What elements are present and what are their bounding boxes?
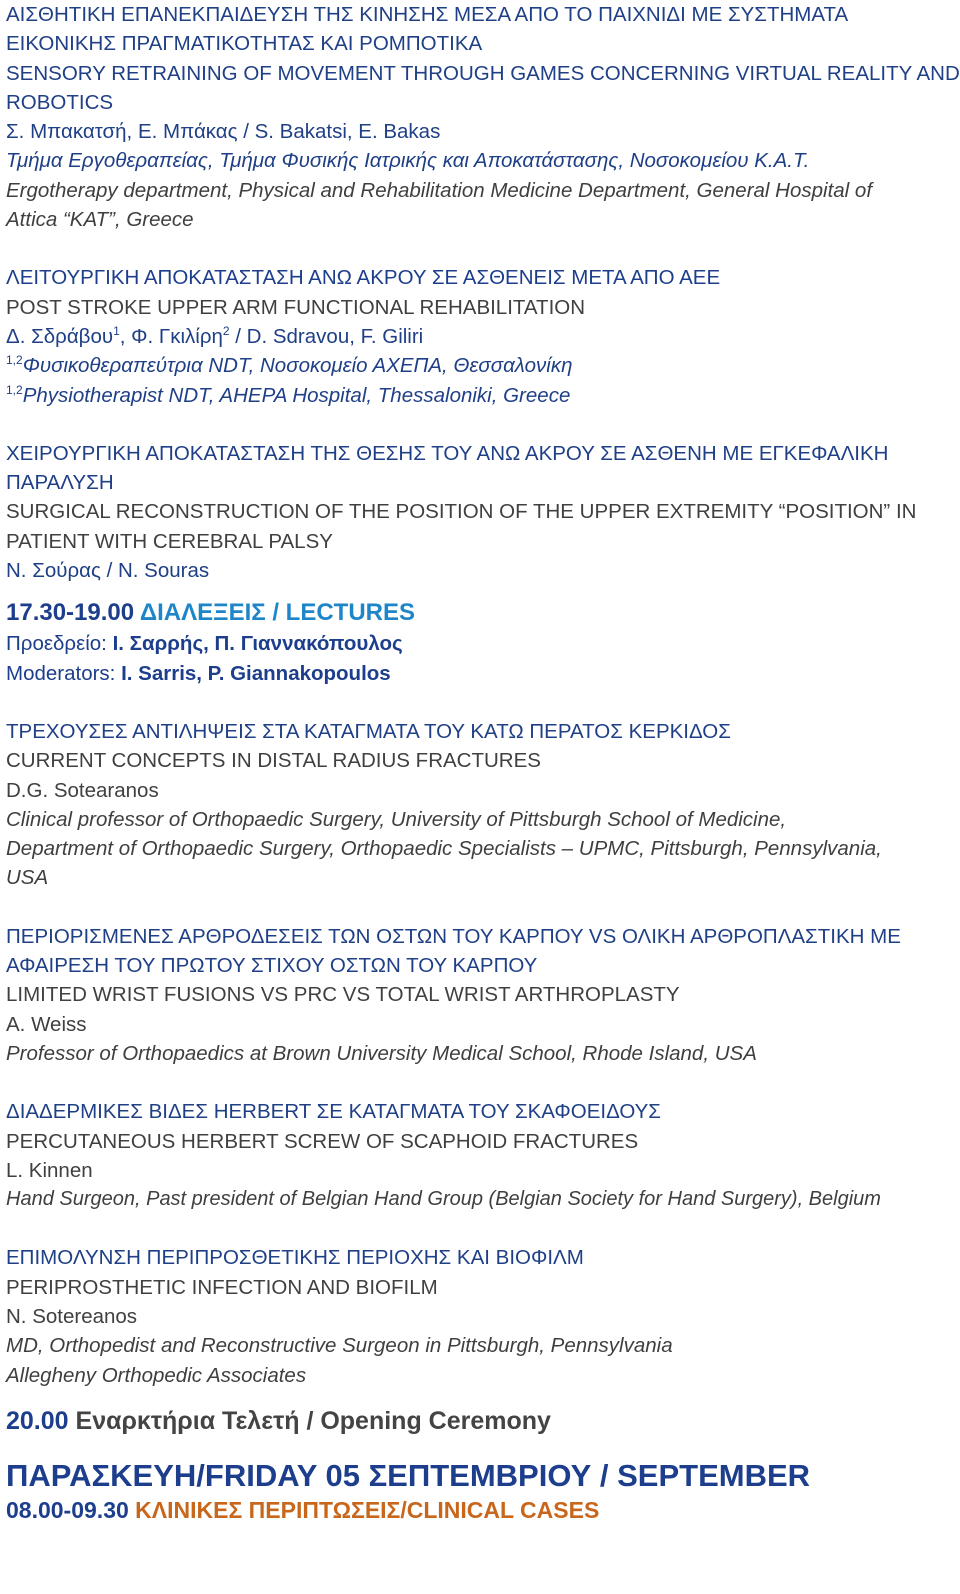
talk-affiliation-greek: Τμήμα Εργοθεραπείας, Τμήμα Φυσικής Ιατρικής και Αποκατάστασης, Νοσοκομείου Κ.Α.Τ. [6, 149, 810, 173]
lecture-affiliation-line1: MD, Orthopedist and Reconstructive Surgeon in Pittsburgh, Pennsylvania [6, 1334, 673, 1358]
chairs-greek [6, 629, 954, 658]
lecture-title-greek-line2: ΑΦΑΙΡΕΣΗ ΤΟΥ ΠΡΩΤΟΥ ΣΤΙΧΟΥ ΟΣΤΩΝ ΤΟΥ ΚΑΡΠΟΥ [6, 954, 538, 978]
talk-authors [6, 322, 954, 351]
session-title: ΔΙΑΛΕΞΕΙΣ / LECTURES [139, 599, 416, 627]
affiliation-superscript: 1,2 [6, 382, 23, 397]
spacer [6, 234, 954, 263]
lecture-title-english: PERCUTANEOUS HERBERT SCREW OF SCAPHOID FRACTURES [6, 1129, 639, 1153]
lecture-title-greek: ΔΙΑΔΕΡΜΙΚΕΣ ΒΙΔΕΣ HERBERT ΣΕ ΚΑΤΑΓΜΑΤΑ ΤΟΥ ΣΚΑΦΟΕΙΔΟΥΣ [6, 1100, 661, 1124]
chairs-english [6, 659, 954, 688]
lecture-title-english: LIMITED WRIST FUSIONS VS PRC VS TOTAL WRIST ARTHROPLASTY [6, 983, 680, 1007]
talk-authors: Ν. Σούρας / N. Souras [6, 559, 210, 583]
talk-title-english-line1: SENSORY RETRAINING OF MOVEMENT THROUGH GAMES CONCERNING VIRTUAL REALITY AND [6, 61, 960, 85]
opening-ceremony [6, 1404, 954, 1438]
talk-surgical-reconstruction [6, 439, 954, 585]
affiliation-text-english: Physiotherapist NDT, AHEPA Hospital, Thessaloniki, Greece [22, 383, 571, 407]
lecture-affiliation-line3: USA [6, 866, 49, 890]
spacer [6, 688, 954, 717]
session-lectures [6, 597, 954, 688]
affiliation-text-greek: Φυσικοθεραπεύτρια NDT, Νοσοκομείο ΑΧΕΠΑ, Θεσσαλονίκη [22, 354, 573, 378]
lecture-affiliation: Professor of Orthopaedics at Brown University Medical School, Rhode Island, USA [6, 1041, 757, 1065]
lecture-distal-radius [6, 717, 954, 893]
spacer [6, 893, 954, 922]
talk-title-greek: ΛΕΙΤΟΥΡΓΙΚΗ ΑΠΟΚΑΤΑΣΤΑΣΗ ΑΝΩ ΑΚΡΟΥ ΣΕ ΑΣΘΕΝΕΙΣ ΜΕΤΑ ΑΠΟ ΑΕΕ [6, 266, 721, 290]
chairs-label-english: Moderators: [6, 661, 122, 685]
session-time: 17.30-19.00 [6, 599, 135, 627]
talk-title-english-line1: SURGICAL RECONSTRUCTION OF THE POSITION OF THE UPPER EXTREMITY “POSITION” IN [6, 500, 917, 524]
authors-english: / D. Sdravou, F. Giliri [229, 324, 424, 348]
lecture-speaker: D.G. Sotearanos [6, 778, 159, 802]
author-2: , Φ. Γκιλίρη [119, 324, 223, 348]
opening-time: 20.00 [6, 1406, 69, 1435]
lecture-periprosthetic-infection [6, 1243, 954, 1389]
talk-title-greek-line1: ΑΙΣΘΗΤΙΚΗ ΕΠΑΝΕΚΠΑΙΔΕΥΣΗ ΤΗΣ ΚΙΝΗΣΗΣ ΜΕΣΑ ΑΠΟ ΤΟ ΠΑΙΧΝΙΔΙ ΜΕ ΣΥΣΤΗΜΑΤΑ [6, 3, 849, 26]
lecture-herbert-screw [6, 1097, 954, 1214]
lecture-title-greek: ΤΡΕΧΟΥΣΕΣ ΑΝΤΙΛΗΨΕΙΣ ΣΤΑ ΚΑΤΑΓΜΑΤΑ ΤΟΥ ΚΑΤΩ ΠΕΡΑΤΟΣ ΚΕΡΚΙΔΟΣ [6, 719, 731, 743]
lecture-speaker: A. Weiss [6, 1012, 87, 1036]
talk-authors: Σ. Μπακατσή, Ε. Μπάκας / S. Bakatsi, E. Bakas [6, 120, 441, 144]
session-clinical-cases [6, 1496, 954, 1524]
talk-affiliation-greek [6, 351, 954, 380]
lecture-speaker: L. Kinnen [6, 1158, 93, 1182]
talk-title-english-line2: PATIENT WITH CEREBRAL PALSY [6, 529, 333, 553]
talk-title-english: POST STROKE UPPER ARM FUNCTIONAL REHABILITATION [6, 295, 586, 319]
lecture-title-greek-line1: ΠΕΡΙΟΡΙΣΜΕΝΕΣ ΑΡΘΡΟΔΕΣΕΙΣ ΤΩΝ ΟΣΤΩΝ ΤΟΥ ΚΑΡΠΟΥ VS ΟΛΙΚΗ ΑΡΘΡΟΠΛΑΣΤΙΚΗ ΜΕ [6, 924, 901, 948]
affiliation-superscript: 1,2 [6, 353, 23, 368]
lecture-title-greek: ΕΠΙΜΟΛΥΝΣΗ ΠΕΡΙΠΡΟΣΘΕΤΙΚΗΣ ΠΕΡΙΟΧΗΣ ΚΑΙ ΒΙΟΦΙΛΜ [6, 1246, 584, 1270]
lecture-title-english: PERIPROSTHETIC INFECTION AND BIOFILM [6, 1275, 438, 1299]
chairs-names-english: I. Sarris, P. Giannakopoulos [121, 661, 391, 685]
chairs-names-greek: Ι. Σαρρής, Π. Γιαννακόπουλος [112, 632, 403, 656]
session-time: 08.00-09.30 [6, 1496, 129, 1523]
talk-title-greek-line2: ΕΙΚΟΝΙΚΗΣ ΠΡΑΓΜΑΤΙΚΟΤΗΤΑΣ ΚΑΙ ΡΟΜΠΟΤΙΚΑ [6, 32, 483, 56]
lecture-title-english: CURRENT CONCEPTS IN DISTAL RADIUS FRACTURES [6, 749, 541, 773]
talk-sensory-retraining [6, 0, 960, 234]
spacer [6, 410, 954, 439]
day-heading: ΠΑΡΑΣΚΕΥΗ/FRIDAY 05 ΣΕΠΤΕΜΒΡΙΟΥ / SEPTEMBER [6, 1457, 811, 1493]
lecture-affiliation: Hand Surgeon, Past president of Belgian Hand Group (Belgian Society for Hand Surgery), Belgium [6, 1188, 881, 1211]
author-2-superscript: 2 [222, 324, 230, 339]
opening-title: Εναρκτήρια Τελετή / Opening Ceremony [75, 1406, 551, 1435]
talk-affiliation-english-line2: Attica “KAT”, Greece [6, 208, 194, 232]
talk-affiliation-english-line1: Ergotherapy department, Physical and Rehabilitation Medicine Department, General Hospital of [6, 178, 873, 202]
talk-title-greek-line2: ΠΑΡΑΛΥΣΗ [6, 471, 114, 495]
talk-post-stroke-rehab [6, 263, 954, 409]
talk-title-greek-line1: ΧΕΙΡΟΥΡΓΙΚΗ ΑΠΟΚΑΤΑΣΤΑΣΗ ΤΗΣ ΘΕΣΗΣ ΤΟΥ ΑΝΩ ΑΚΡΟΥ ΣΕ ΑΣΘΕΝΗ ΜΕ ΕΓΚΕΦΑΛΙΚΗ [6, 441, 889, 465]
lecture-wrist-fusions [6, 922, 954, 1068]
session-title: ΚΛΙΝΙΚΕΣ ΠΕΡΙΠΤΩΣΕΙΣ/CLINICAL CASES [135, 1496, 600, 1523]
lecture-affiliation-line2: Allegheny Orthopedic Associates [6, 1363, 307, 1387]
spacer [6, 1068, 954, 1097]
spacer [6, 1214, 954, 1243]
session-heading [6, 597, 954, 629]
author-1: Δ. Σδράβου [6, 324, 114, 348]
lecture-speaker: N. Sotereanos [6, 1304, 138, 1328]
talk-title-english-line2: ROBOTICS [6, 90, 114, 114]
lecture-affiliation-line2: Department of Orthopaedic Surgery, Orthopaedic Specialists – UPMC, Pittsburgh, Pennsylvania, [6, 837, 882, 861]
chairs-label-greek: Προεδρείο: [6, 632, 113, 656]
talk-affiliation-english [6, 381, 954, 410]
author-1-superscript: 1 [113, 324, 120, 339]
lecture-affiliation-line1: Clinical professor of Orthopaedic Surgery, University of Pittsburgh School of Medicine, [6, 807, 787, 831]
